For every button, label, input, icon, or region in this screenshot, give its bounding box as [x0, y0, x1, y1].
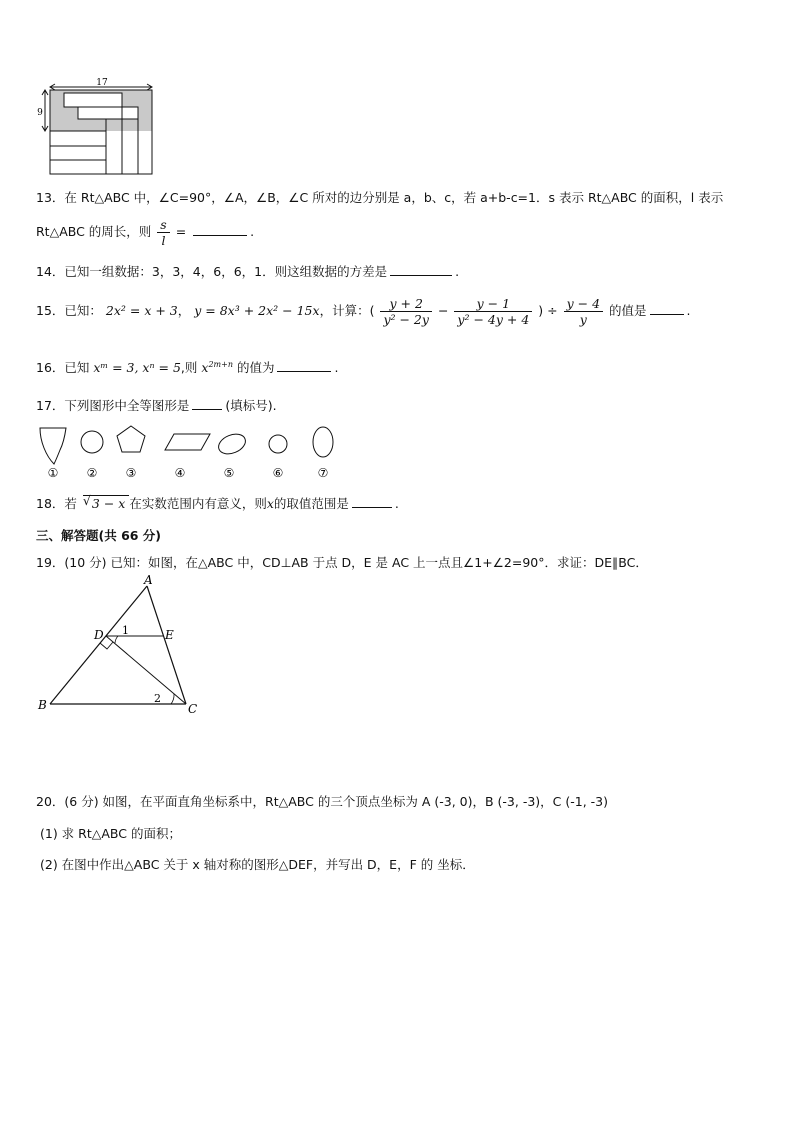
shape-label-1: ① [47, 466, 59, 480]
variable-x: x [266, 496, 274, 511]
fraction-1-numerator: y + 2 [380, 296, 432, 312]
separator: ， [177, 303, 191, 318]
section-title: 三、解答题(共 66 分) [36, 528, 162, 543]
question-20 [36, 792, 608, 810]
shape-label-4: ④ [174, 466, 186, 480]
shape-label-7: ⑦ [317, 466, 329, 480]
radical-sign: √ [82, 493, 91, 508]
period: . [394, 496, 399, 511]
question-15-suffix: 的值是 [609, 303, 647, 318]
question-13-line1 [36, 188, 723, 206]
cup-shape [40, 428, 66, 464]
question-19 [36, 553, 648, 571]
power-base: x [201, 360, 209, 375]
fraction-s-over-l [157, 217, 169, 248]
angle-label-1: 1 [122, 624, 129, 637]
fraction-3 [564, 296, 603, 327]
calc-label: ，计算：( [319, 303, 375, 318]
vertex-label-c: C [188, 702, 198, 716]
question-18-mid: 在实数范围内有意义，则 [129, 496, 267, 511]
fraction-2 [454, 296, 532, 327]
equation-2: y = 8x³ + 2x² − 15x [194, 303, 320, 318]
fraction-2-numerator: y − 1 [454, 296, 532, 312]
shapes-figure [34, 420, 344, 482]
question-17-text: 17．下列图形中全等图形是 [36, 398, 190, 413]
question-18 [36, 494, 399, 512]
pentagon-shape [117, 426, 145, 452]
question-16-mid: ,则 [180, 360, 198, 375]
small-circle-shape [269, 435, 287, 453]
answer-blank-18[interactable] [352, 495, 392, 508]
question-13-line2 [36, 217, 254, 248]
vertex-label-e: E [165, 628, 174, 642]
question-14 [36, 262, 459, 280]
period: . [455, 264, 460, 279]
top-length-label: 17 [96, 78, 108, 88]
rectangle-figure [36, 78, 158, 178]
ellipse-shape [216, 430, 249, 457]
angle-label-2: 2 [154, 692, 161, 705]
question-17 [36, 396, 277, 414]
part-1-text: (1) 求 Rt△ABC 的面积； [40, 826, 181, 841]
period: . [250, 224, 255, 239]
vertex-label-b: B [38, 698, 47, 712]
question-20-part-1 [40, 824, 181, 842]
question-13-text: 13．在 Rt△ABC 中，∠C=90°，∠A，∠B，∠C 所对的边分别是 a，b、c，若 a+b-c=1．s 表示 Rt△ABC 的面积，l 表示 [36, 190, 724, 205]
fraction-numerator: s [157, 217, 169, 233]
triangle-figure [30, 572, 210, 722]
power-exponent: 2m+n [208, 359, 233, 369]
shape-label-6: ⑥ [272, 466, 284, 480]
answer-blank-15[interactable] [650, 302, 684, 315]
question-13-text-b: Rt△ABC 的周长，则 [36, 224, 152, 239]
question-15 [36, 296, 691, 327]
power-expression [201, 360, 233, 375]
square-root [83, 495, 129, 511]
radicand: 3 − x [91, 496, 126, 511]
vertex-label-a: A [144, 573, 153, 587]
vertex-label-d: D [94, 628, 104, 642]
period: . [686, 303, 691, 318]
answer-blank-16[interactable] [277, 359, 331, 372]
question-19-text: 19．(10 分) 已知：如图，在△ABC 中，CD⊥AB 于点 D，E 是 AC 上一点且∠1+∠2=90°．求证：DE∥BC． [36, 555, 648, 570]
fraction-3-numerator: y − 4 [564, 296, 603, 312]
divide-sign: ) ÷ [538, 303, 558, 318]
fraction-denominator: l [161, 233, 166, 248]
shape-label-5: ⑤ [223, 466, 235, 480]
fraction-1-denominator: y² − 2y [383, 312, 429, 327]
shape-label-2: ② [86, 466, 98, 480]
answer-blank-17[interactable] [192, 397, 222, 410]
question-18-suffix: 的取值范围是 [273, 496, 349, 511]
vertical-ellipse-shape [313, 427, 333, 457]
equation-1: 2x² = x + 3 [105, 303, 178, 318]
fraction-2-denominator: y² − 4y + 4 [457, 312, 530, 327]
fraction-3-denominator: y [579, 312, 587, 327]
shape-label-3: ③ [125, 466, 137, 480]
question-16 [36, 358, 338, 376]
period: . [334, 360, 339, 375]
question-15-prefix: 15．已知： [36, 303, 102, 318]
question-17-tail: (填标号). [225, 398, 277, 413]
question-20-text: 20．(6 分) 如图，在平面直角坐标系中，Rt△ABC 的三个顶点坐标为 A (-3, 0)，B (-3, -3)，C (-1, -3) [36, 794, 608, 809]
question-16-prefix: 16．已知 [36, 360, 90, 375]
equals-sign: = [175, 224, 187, 239]
question-14-text: 14．已知一组数据：3，3，4，6，6，1．则这组数据的方差是 [36, 264, 388, 279]
fraction-1 [380, 296, 432, 327]
circle-shape [81, 431, 103, 453]
condition-expression: xᵐ = 3, xⁿ = 5 [93, 360, 181, 375]
side-length-label: 9 [37, 108, 43, 118]
parallelogram-shape [165, 434, 210, 450]
minus-sign: − [437, 303, 449, 318]
question-18-prefix: 18．若 [36, 496, 77, 511]
part-2-text: (2) 在图中作出△ABC 关于 x 轴对称的图形△DEF，并写出 D，E，F 的 坐标． [40, 857, 475, 872]
question-16-suffix: 的值为 [236, 360, 275, 375]
answer-blank-13[interactable] [193, 223, 247, 236]
question-20-part-2 [40, 855, 475, 873]
answer-blank-14[interactable] [390, 263, 452, 276]
